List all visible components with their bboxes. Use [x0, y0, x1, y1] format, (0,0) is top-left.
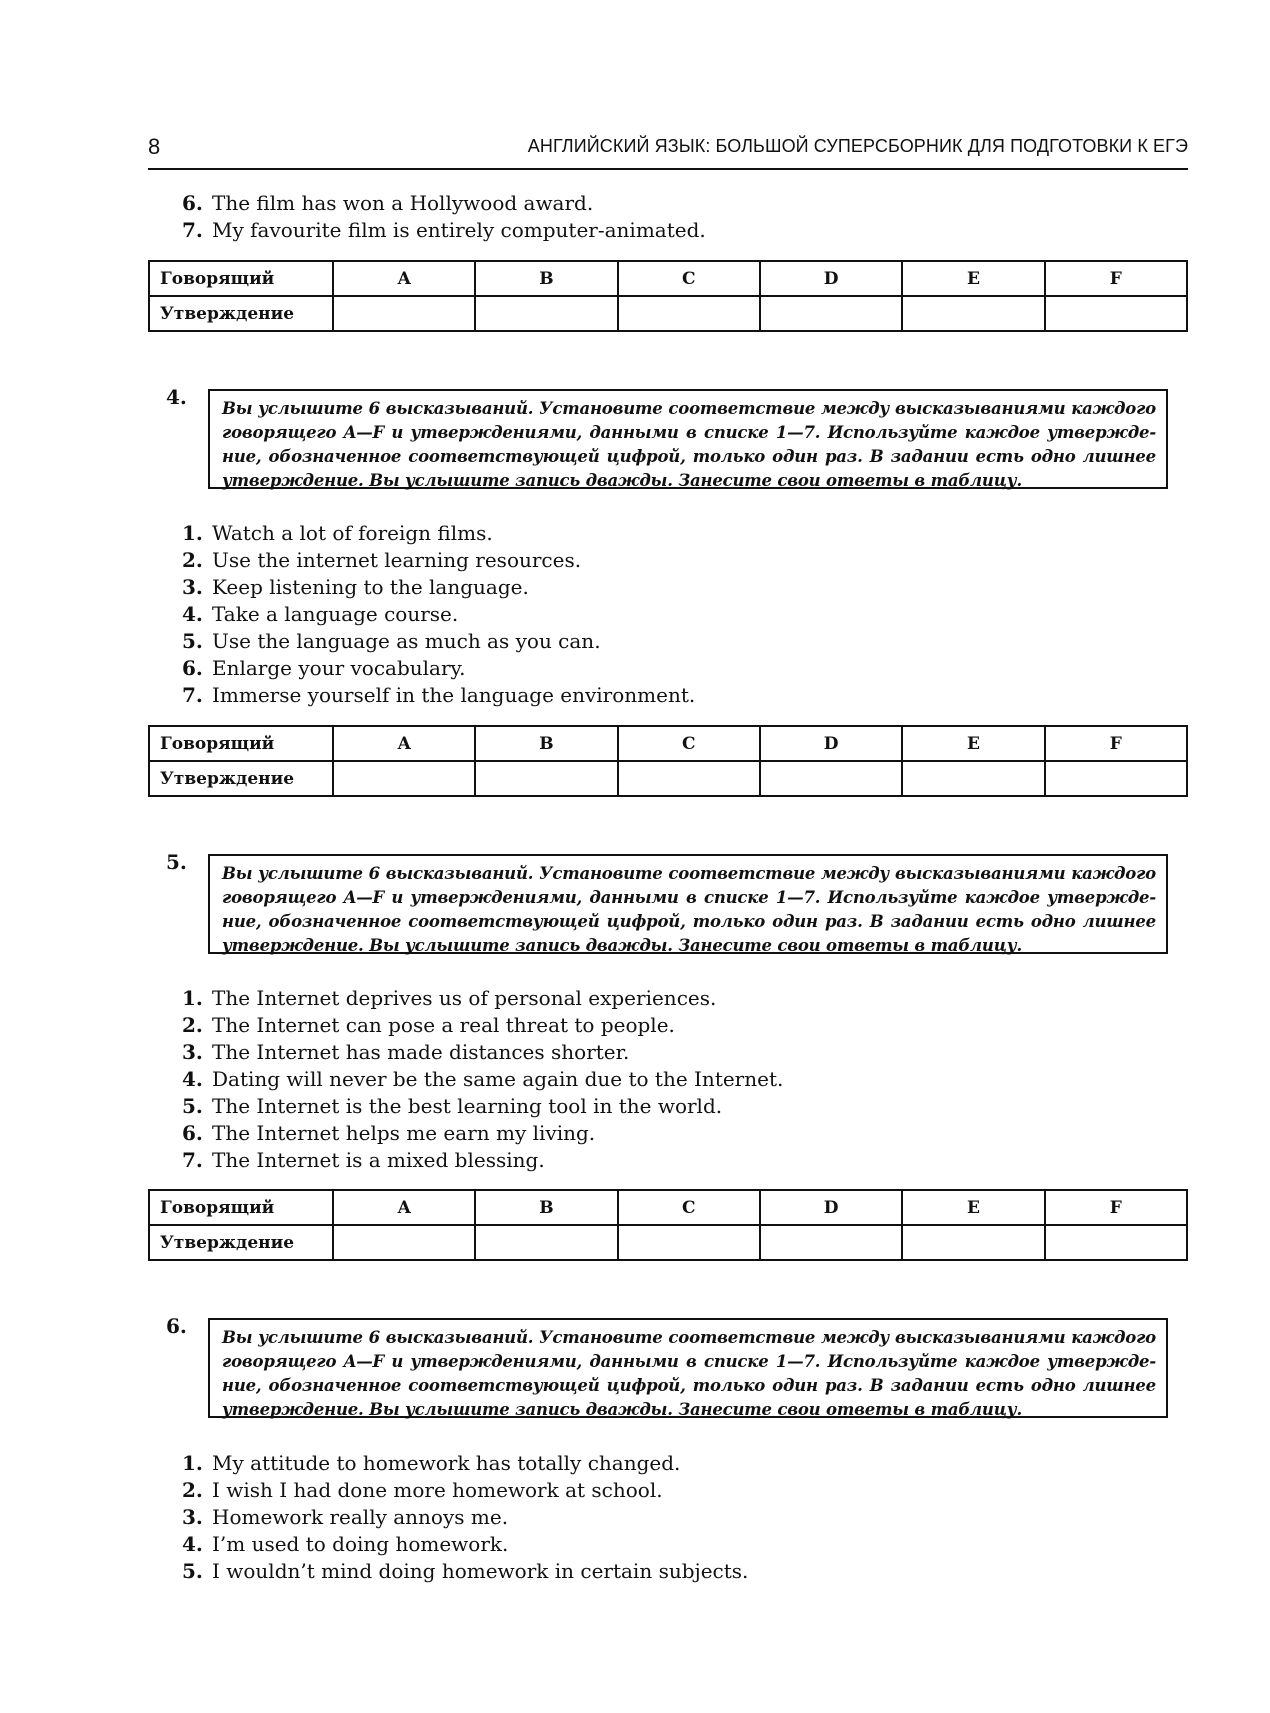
- task-instruction: Вы услышите 6 высказываний. Установите соответствие между высказываниями каждого говорящего A—F и утверждениями, данными в списке 1—7. Используйте каждое утвержде-ние, обозначенное соответствующей цифрой, только один раз. В задании есть одно лишнее утверждение. Вы услышите запись дважды. Занесите свои ответы в таблицу.: [208, 1318, 1168, 1418]
- column-header: B: [475, 1190, 617, 1225]
- list-item: 1. The Internet deprives us of personal experiences.: [182, 986, 717, 1010]
- answer-cell[interactable]: [760, 1225, 902, 1260]
- column-header: F: [1045, 1190, 1187, 1225]
- statement-label: Утверждение: [149, 296, 333, 331]
- book-title: АНГЛИЙСКИЙ ЯЗЫК: БОЛЬШОЙ СУПЕРСБОРНИК ДЛЯ ПОДГОТОВКИ К ЕГЭ: [527, 136, 1188, 156]
- answer-table: [148, 1189, 1188, 1261]
- column-header: E: [902, 261, 1044, 296]
- list-item: 3. Homework really annoys me.: [182, 1505, 509, 1529]
- column-header: F: [1045, 261, 1187, 296]
- continued-statement-list: [182, 190, 706, 244]
- column-header: A: [333, 1190, 475, 1225]
- answer-cell[interactable]: [333, 296, 475, 331]
- answer-cell[interactable]: [333, 761, 475, 796]
- answer-cell[interactable]: [618, 761, 760, 796]
- list-item: 2. Use the internet learning resources.: [182, 548, 582, 572]
- list-item: 2. I wish I had done more homework at school.: [182, 1478, 663, 1502]
- column-header: E: [902, 1190, 1044, 1225]
- column-header: B: [475, 726, 617, 761]
- list-item: 7. Immerse yourself in the language environment.: [182, 683, 696, 707]
- column-header: B: [475, 261, 617, 296]
- statement-label: Утверждение: [149, 1225, 333, 1260]
- answer-cell[interactable]: [475, 1225, 617, 1260]
- list-item: 7. My favourite film is entirely computer-animated.: [182, 218, 706, 242]
- list-item: 2. The Internet can pose a real threat to people.: [182, 1013, 675, 1037]
- page-header: [148, 134, 1188, 170]
- task-number: 5.: [166, 850, 187, 874]
- task-number: 6.: [166, 1314, 187, 1338]
- speaker-label: Говорящий: [149, 1190, 333, 1225]
- answer-cell[interactable]: [333, 1225, 475, 1260]
- statement-list: [182, 1450, 748, 1585]
- column-header: D: [760, 726, 902, 761]
- list-item: 4. I’m used to doing homework.: [182, 1532, 509, 1556]
- speaker-label: Говорящий: [149, 261, 333, 296]
- list-item: 6. Enlarge your vocabulary.: [182, 656, 466, 680]
- answer-cell[interactable]: [1045, 296, 1187, 331]
- task-instruction: Вы услышите 6 высказываний. Установите соответствие между высказываниями каждого говорящего A—F и утверждениями, данными в списке 1—7. Используйте каждое утвержде-ние, обозначенное соответствующей цифрой, только один раз. В задании есть одно лишнее утверждение. Вы услышите запись дважды. Занесите свои ответы в таблицу.: [208, 854, 1168, 954]
- answer-cell[interactable]: [760, 296, 902, 331]
- answer-cell[interactable]: [618, 296, 760, 331]
- list-item: 4. Take a language course.: [182, 602, 459, 626]
- answer-cell[interactable]: [475, 296, 617, 331]
- answer-cell[interactable]: [1045, 1225, 1187, 1260]
- statement-list: [182, 520, 695, 709]
- list-item: 7. The Internet is a mixed blessing.: [182, 1148, 545, 1172]
- list-item: 5. The Internet is the best learning tool in the world.: [182, 1094, 723, 1118]
- list-item: 3. The Internet has made distances shorter.: [182, 1040, 630, 1064]
- speaker-label: Говорящий: [149, 726, 333, 761]
- task-instruction: Вы услышите 6 высказываний. Установите соответствие между высказываниями каждого говорящего A—F и утверждениями, данными в списке 1—7. Используйте каждое утвержде-ние, обозначенное соответствующей цифрой, только один раз. В задании есть одно лишнее утверждение. Вы услышите запись дважды. Занесите свои ответы в таблицу.: [208, 389, 1168, 489]
- answer-cell[interactable]: [902, 1225, 1044, 1260]
- answer-table: [148, 725, 1188, 797]
- column-header: C: [618, 726, 760, 761]
- column-header: A: [333, 261, 475, 296]
- answer-cell[interactable]: [1045, 761, 1187, 796]
- statement-list: [182, 985, 783, 1174]
- list-item: 6. The film has won a Hollywood award.: [182, 191, 594, 215]
- list-item: 1. My attitude to homework has totally changed.: [182, 1451, 681, 1475]
- answer-cell[interactable]: [902, 296, 1044, 331]
- column-header: F: [1045, 726, 1187, 761]
- answer-cell[interactable]: [618, 1225, 760, 1260]
- column-header: E: [902, 726, 1044, 761]
- list-item: 4. Dating will never be the same again due to the Internet.: [182, 1067, 784, 1091]
- answer-cell[interactable]: [902, 761, 1044, 796]
- answer-cell[interactable]: [475, 761, 617, 796]
- column-header: D: [760, 261, 902, 296]
- column-header: A: [333, 726, 475, 761]
- list-item: 3. Keep listening to the language.: [182, 575, 529, 599]
- list-item: 5. I wouldn’t mind doing homework in certain subjects.: [182, 1559, 749, 1583]
- column-header: D: [760, 1190, 902, 1225]
- answer-cell[interactable]: [760, 761, 902, 796]
- column-header: C: [618, 1190, 760, 1225]
- list-item: 6. The Internet helps me earn my living.: [182, 1121, 596, 1145]
- list-item: 5. Use the language as much as you can.: [182, 629, 601, 653]
- statement-label: Утверждение: [149, 761, 333, 796]
- column-header: C: [618, 261, 760, 296]
- task-number: 4.: [166, 385, 187, 409]
- page-number: 8: [148, 134, 161, 159]
- answer-table: [148, 260, 1188, 332]
- list-item: 1. Watch a lot of foreign films.: [182, 521, 493, 545]
